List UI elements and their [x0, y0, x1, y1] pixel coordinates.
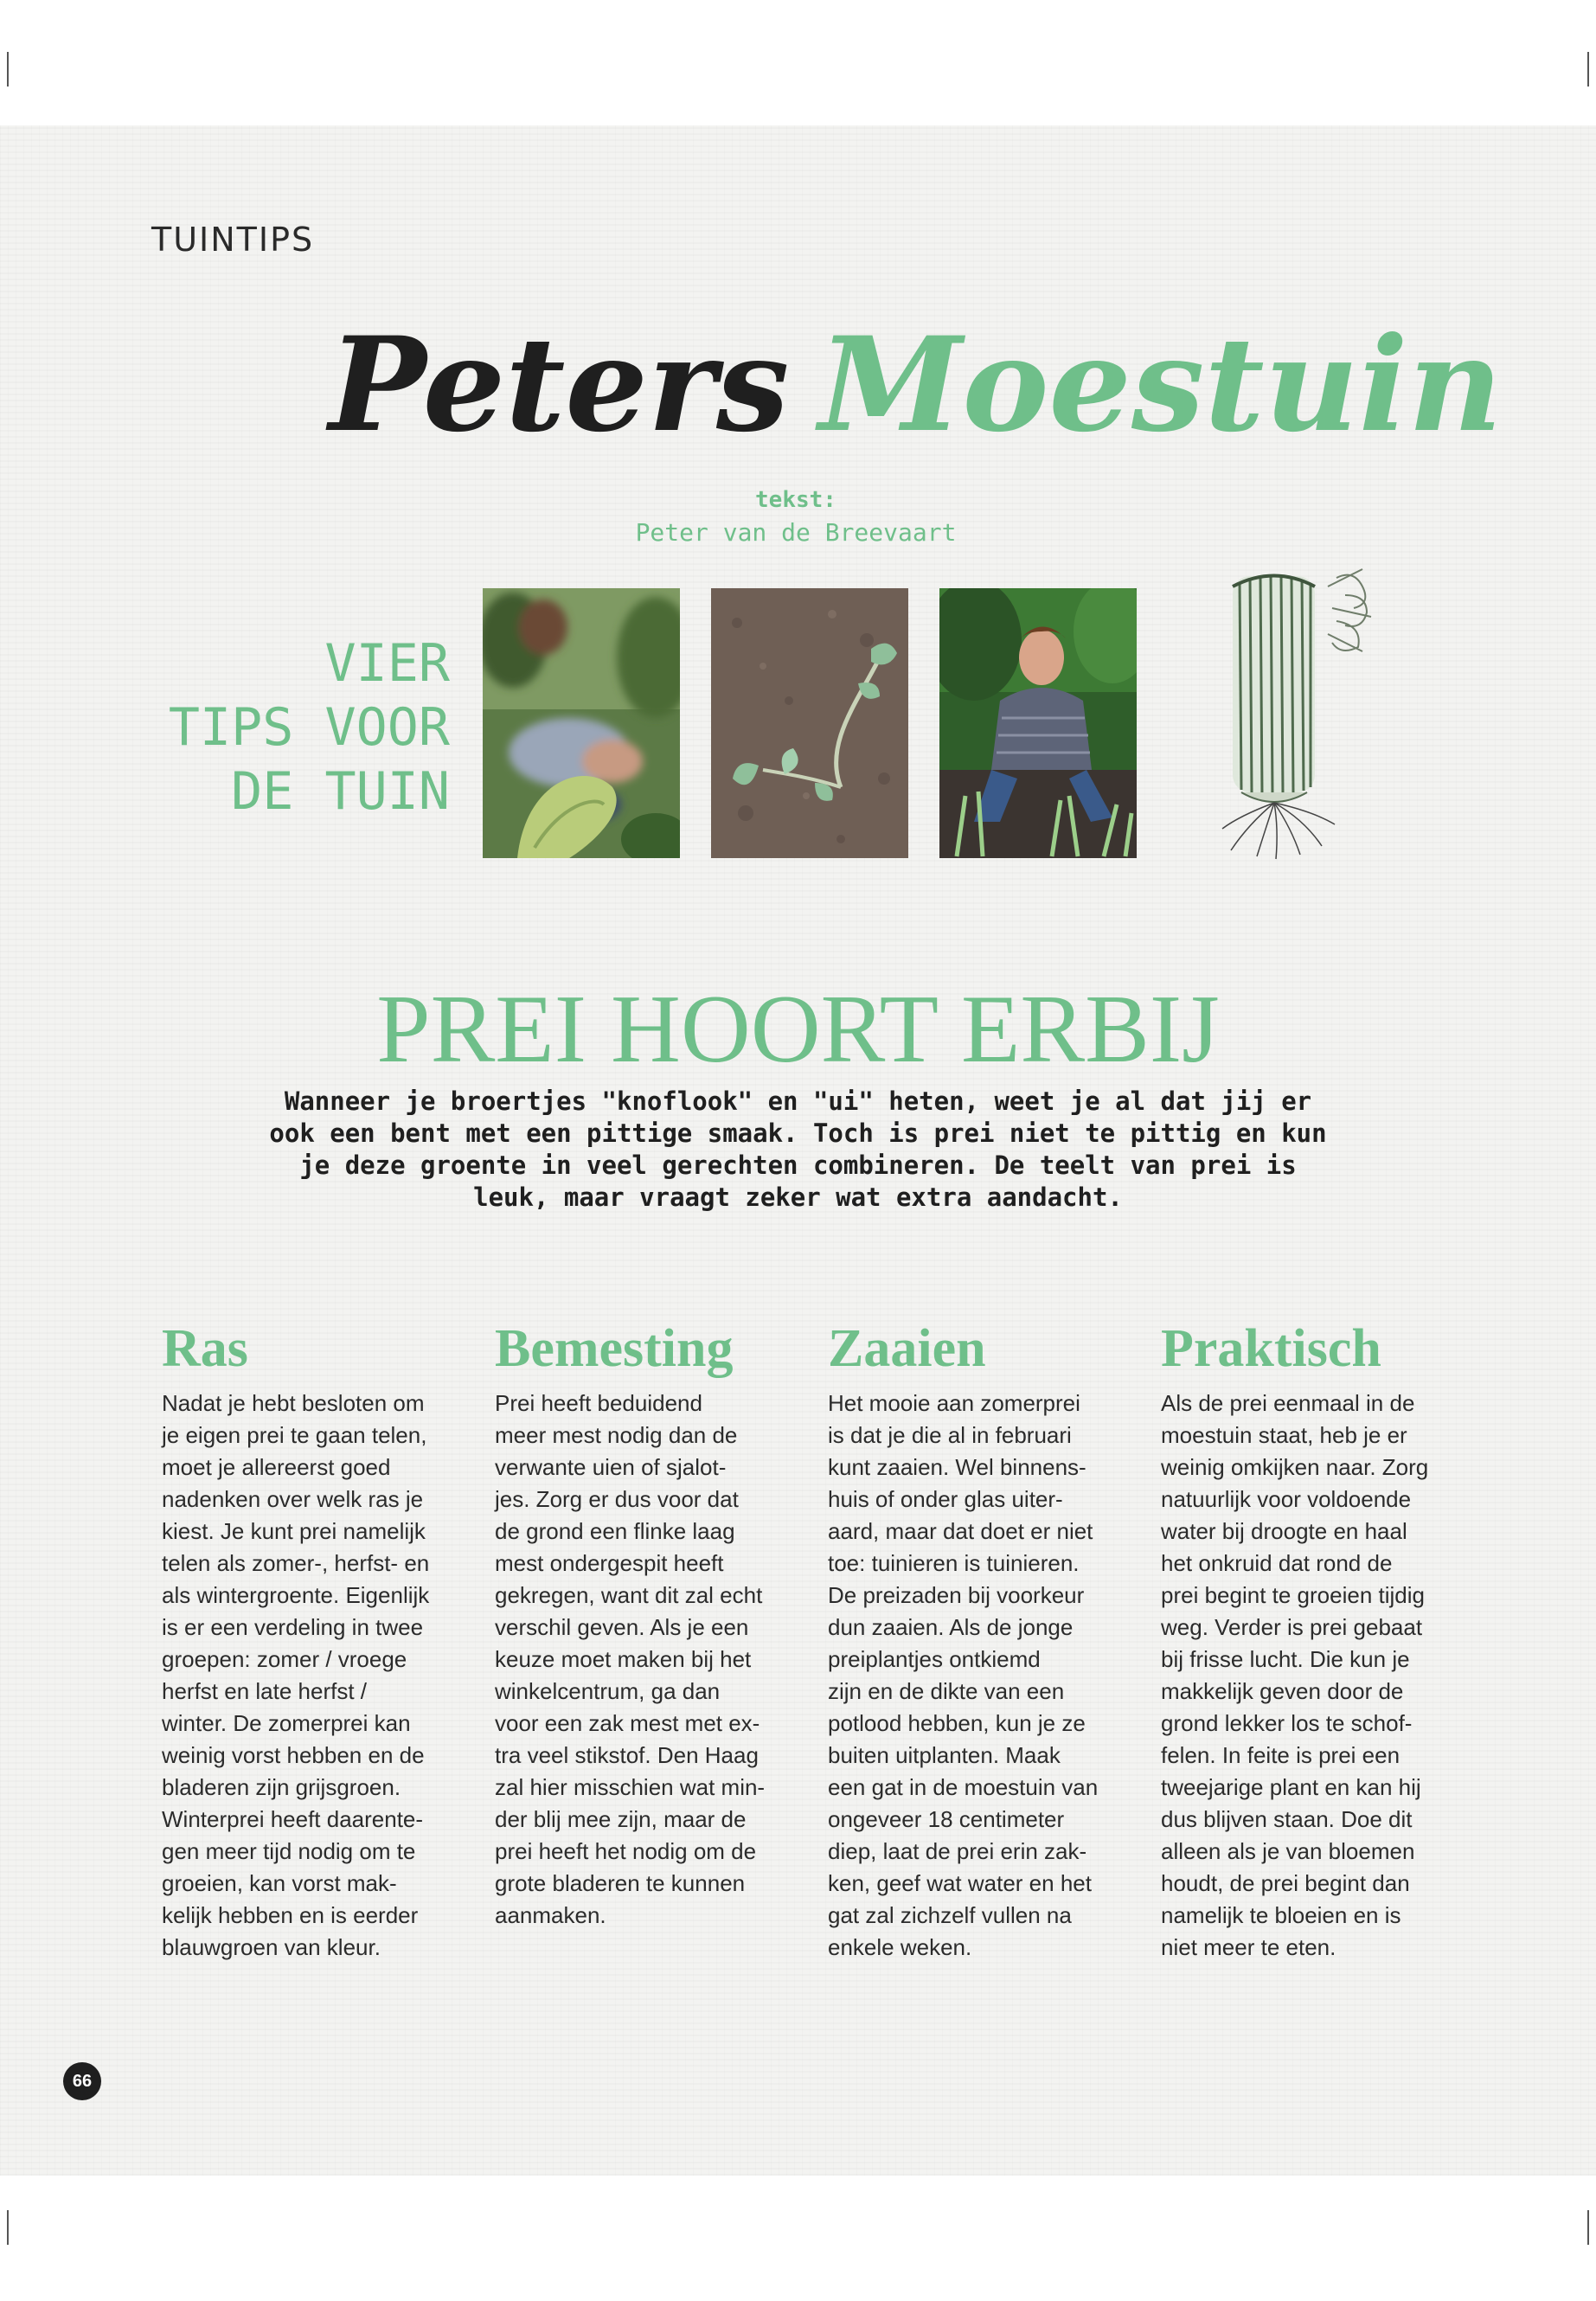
- article-intro: Wanneer je broertjes "knoflook" en "ui" heten, weet je al dat jij er ook een bent met een pittige smaak. Toch is prei niet te pittig en kun je deze groente in veel gerechten combineren. De teelt van prei is leuk, maar vraagt zeker wat extra aandacht.: [269, 1086, 1327, 1212]
- column-text: Het mooie aan zomerprei is dat je die al in februari kunt zaaien. Wel binnens- huis of onder glas uiter- aard, maar dat doet er niet toe: tuinieren is tuinieren. De preizaden bij voorkeur dun zaaien. Als de jonge preiplantjes ontkiemd zijn en de dikte van een potlood hebben, kun je ze buiten uitplanten. Maak een gat in de moestuin van ongeveer 18 centimeter diep, laat de prei erin zak- ken, geef wat water en het gat zal zichzelf vullen na enkele weken.: [828, 1390, 1099, 1960]
- crop-mark: [7, 52, 9, 87]
- crop-mark: [1587, 2210, 1589, 2245]
- column-text: Als de prei eenmaal in de moestuin staat, heb je er weinig omkijken naar. Zorg natuurlijk voor voldoende water bij droogte en haal het onkruid dat rond de prei begint te groeien tijdig weg. Verder is prei gebaat bij frisse lucht. Die kun je makkelijk geven door de grond lekker los te schof- felen. In feite is prei een tweejarige plant en kan hij dus blijven staan. Doe dit alleen als je van bloemen houdt, de prei begint dan namelijk te bloeien en is niet meer te eten.: [1161, 1390, 1429, 1960]
- photo-peter-with-leeks: [939, 588, 1137, 858]
- column-praktisch: [1161, 1317, 1468, 1964]
- credit-label: tekst:: [755, 487, 836, 513]
- title-part-moestuin: Moestuin: [818, 309, 1503, 461]
- column-heading: Praktisch: [1161, 1319, 1381, 1378]
- crop-mark: [1587, 52, 1589, 87]
- section-label: TUINTIPS: [151, 221, 315, 259]
- column-heading: Zaaien: [828, 1319, 986, 1378]
- article-headline: PREI HOORT ERBIJ: [376, 976, 1220, 1083]
- leek-illustration: [1207, 561, 1388, 863]
- column-heading: Bemesting: [495, 1319, 734, 1378]
- column-heading: Ras: [162, 1319, 248, 1378]
- author-credit: [606, 484, 986, 550]
- column-bemesting: [495, 1317, 802, 1932]
- page-number: 66: [63, 2062, 101, 2100]
- photo-seedling-soil: [711, 588, 908, 858]
- credit-name: Peter van de Breevaart: [635, 518, 957, 547]
- tips-heading: VIER TIPS VOOR DE TUIN: [168, 633, 450, 822]
- column-ras: [162, 1317, 469, 1964]
- column-text: Nadat je hebt besloten om je eigen prei te gaan telen, moet je allereerst goed nadenken over welk ras je kiest. Je kunt prei namelijk telen als zomer-, herfst- en als wintergroente. Eigenlijk is er een verdeling in twee groepen: zomer / vroege herfst en late herfst / winter. De zomerprei kan weinig vorst hebben en de bladeren zijn grijsgroen. Winterprei heeft daarente- gen meer tijd nodig om te groeien, kan vorst mak- kelijk hebben en is eerder blauwgroen van kleur.: [162, 1390, 430, 1960]
- column-text: Prei heeft beduidend meer mest nodig dan de verwante uien of sjalot- jes. Zorg er dus voor dat de grond een flinke laag mest ondergespit heeft gekregen, want dit zal echt verschil geven. Als je een keuze moet maken bij het winkelcentrum, ga dan voor een zak mest met ex- tra veel stikstof. Den Haag zal hier misschien wat min- der blij mee zijn, maar de prei heeft het nodig om de grote bladeren te kunnen aanmaken.: [495, 1390, 766, 1928]
- title-part-peters: Peters: [329, 309, 790, 461]
- crop-mark: [7, 2210, 9, 2245]
- photo-gardener-crouching: [483, 588, 680, 858]
- column-zaaien: [828, 1317, 1135, 1964]
- page-title: [329, 303, 1503, 467]
